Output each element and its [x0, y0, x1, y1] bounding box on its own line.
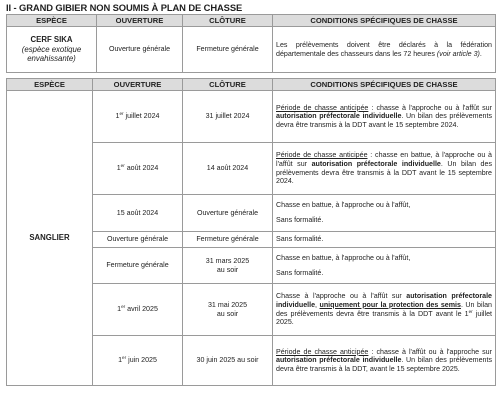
- row-cloture: 30 juin 2025 au soir: [183, 336, 273, 386]
- header-ouverture: OUVERTURE: [97, 15, 183, 27]
- sanglier-row: [7, 91, 496, 143]
- row-ouverture: 1er juin 2025: [93, 336, 183, 386]
- section-title: II - GRAND GIBIER NON SOUMIS À PLAN DE CHASSE: [6, 2, 243, 13]
- sika-note: (espèce exotique envahissante): [21, 44, 82, 64]
- header-cloture: CLÔTURE: [183, 79, 273, 91]
- row-cloture: 14 août 2024: [183, 143, 273, 195]
- row-conditions: Période de chasse anticipée : chasse à l'affût ou à l'approche sur autorisation préfectorale individuelle. Un bilan des prélèvements devra être transmis à la DDT, avant le 15 septembre 2025.: [273, 336, 496, 386]
- sika-table: [6, 14, 496, 73]
- row-conditions: Période de chasse anticipée : chasse à l'approche ou à l'affût sur autorisation préfectorale individuelle. Un bilan des prélèvements devra être transmis à la DDT avant le 15 septembre 2024.: [273, 91, 496, 143]
- sika-condition-text: Les prélèvements doivent être déclarés à la fédération départementale des chasseurs dans les 72 heures: [276, 40, 492, 58]
- header-conditions: CONDITIONS SPÉCIFIQUES DE CHASSE: [273, 15, 496, 27]
- sanglier-table: [6, 78, 496, 386]
- header-espece: ESPÈCE: [7, 79, 93, 91]
- header-cloture: CLÔTURE: [183, 15, 273, 27]
- header-ouverture: OUVERTURE: [93, 79, 183, 91]
- sanglier-header-row: [7, 79, 496, 91]
- row-conditions: Sans formalité.: [273, 232, 496, 248]
- sika-species-cell: [7, 27, 97, 73]
- row-cloture: Ouverture générale: [183, 195, 273, 232]
- sika-ouverture: Ouverture générale: [97, 27, 183, 73]
- sika-name: CERF SIKA: [30, 35, 73, 45]
- sika-cloture: Fermeture générale: [183, 27, 273, 73]
- row-ouverture: 1er août 2024: [93, 143, 183, 195]
- row-ouverture: 1er juillet 2024: [93, 91, 183, 143]
- row-cloture: 31 juillet 2024: [183, 91, 273, 143]
- row-conditions: Chasse à l'approche ou à l'affût sur autorisation préfectorale individuelle, uniquement pour la protection des semis. Un bilan des prélèvements devra être transmis à la DDT avant le 1er juillet 2025.: [273, 284, 496, 336]
- sika-row: [7, 27, 496, 73]
- row-ouverture: Fermeture générale: [93, 248, 183, 284]
- row-cloture: 31 mars 2025 au soir: [183, 248, 273, 284]
- row-ouverture: 1er avril 2025: [93, 284, 183, 336]
- header-conditions: CONDITIONS SPÉCIFIQUES DE CHASSE: [273, 79, 496, 91]
- sanglier-species-cell: SANGLIER: [7, 91, 93, 386]
- sika-condition-end: .: [479, 49, 482, 58]
- row-cloture: Fermeture générale: [183, 232, 273, 248]
- row-ouverture: Ouverture générale: [93, 232, 183, 248]
- header-espece: ESPÈCE: [7, 15, 97, 27]
- row-conditions: Période de chasse anticipée : chasse en battue, à l'approche ou à l'affût sur autorisation préfectorale individuelle. Un bilan des prélèvements devra être transmis à la DDT avant le 15 septembre 2024.: [273, 143, 496, 195]
- row-cloture: 31 mai 2025 au soir: [183, 284, 273, 336]
- sika-condition-note: (voir article 3): [436, 49, 480, 58]
- row-ouverture: 15 août 2024: [93, 195, 183, 232]
- sika-conditions: [273, 27, 496, 73]
- sika-header-row: [7, 15, 496, 27]
- row-conditions: Chasse en battue, à l'approche ou à l'affût, Sans formalité.: [273, 248, 496, 284]
- row-conditions: Chasse en battue, à l'approche ou à l'affût, Sans formalité.: [273, 195, 496, 232]
